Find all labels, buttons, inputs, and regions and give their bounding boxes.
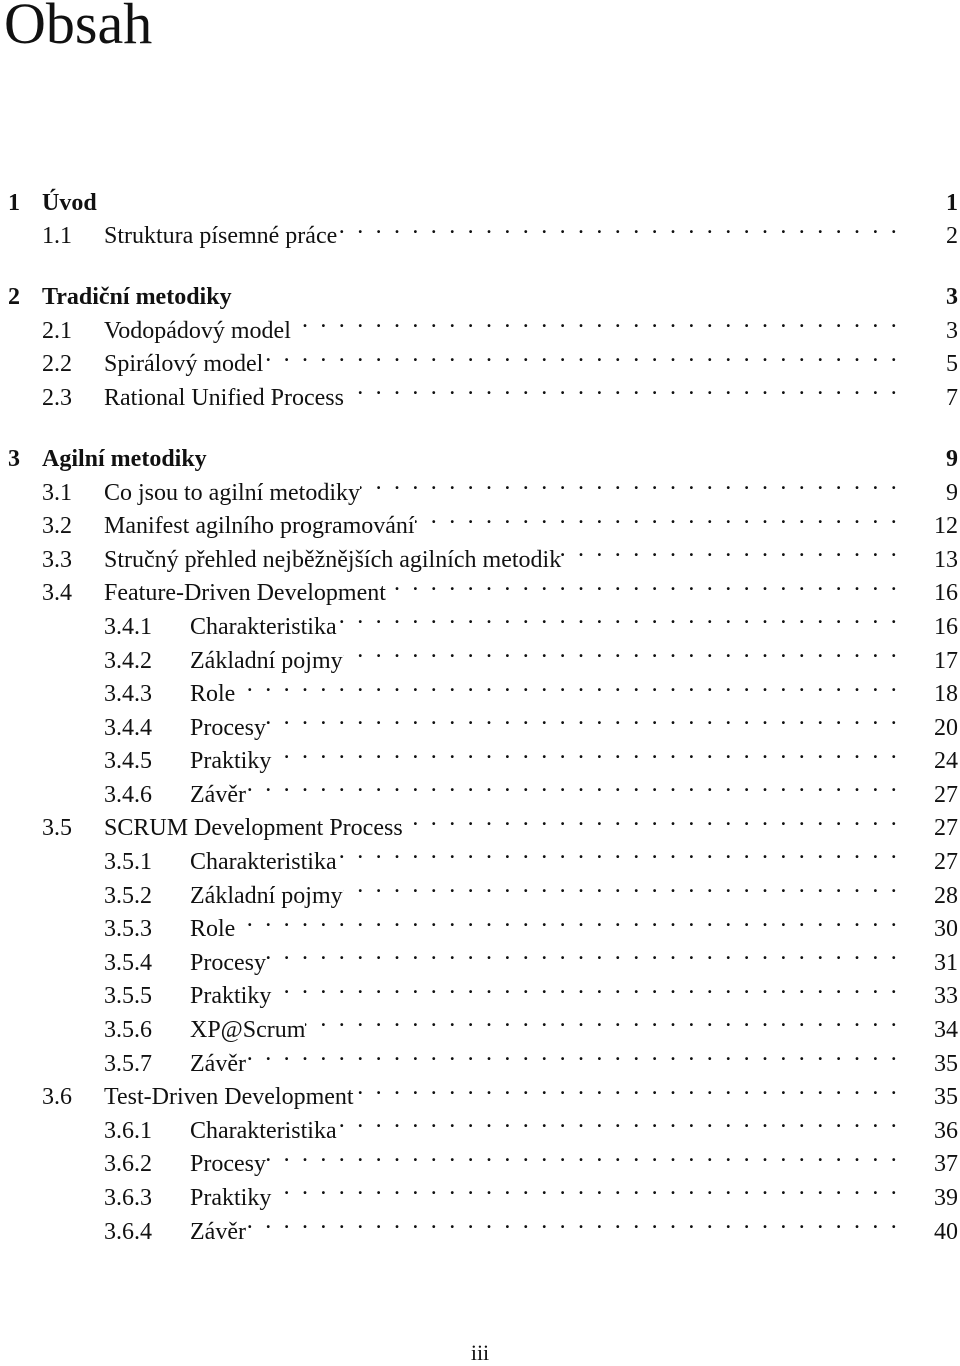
entry-page: 39 — [934, 1185, 958, 1211]
entry-page: 7 — [946, 384, 958, 411]
dot-leader — [344, 371, 900, 405]
entry-number: 3.4.5 — [104, 748, 152, 775]
dot-leader — [354, 1071, 900, 1105]
entry-title: Praktiky — [190, 748, 272, 775]
entry-page: 34 — [934, 1017, 958, 1044]
dot-leader — [266, 1138, 900, 1172]
entry-number: 3.4.6 — [104, 781, 152, 808]
entry-page: 28 — [934, 882, 958, 909]
dot-leader — [386, 567, 900, 601]
entry-page: 35 — [934, 1050, 958, 1077]
entry-title: Základní pojmy — [190, 647, 343, 674]
entry-title: Test-Driven Development — [104, 1084, 354, 1111]
entry-title: Procesy — [190, 714, 266, 741]
entry-number: 3.6.1 — [104, 1117, 152, 1144]
dot-leader — [271, 1171, 900, 1205]
entry-page: 16 — [934, 613, 958, 640]
entry-page: 1 — [946, 189, 958, 216]
dot-leader — [207, 432, 900, 466]
dot-leader — [305, 1003, 900, 1037]
entry-title: Manifest agilního programování — [104, 513, 415, 540]
dot-leader — [246, 1205, 900, 1239]
entry-page: 35 — [934, 1084, 958, 1111]
entry-number: 3.5.2 — [104, 882, 152, 909]
dot-leader — [337, 210, 900, 244]
entry-page: 40 — [934, 1218, 958, 1245]
toc-entry-chapter[interactable] — [0, 432, 960, 472]
entry-title: SCRUM Development Process — [104, 815, 403, 842]
dot-leader — [263, 338, 900, 372]
entry-title: Spirálový model — [104, 351, 264, 378]
entry-title: XP@Scrum — [190, 1017, 306, 1044]
entry-number: 2.3 — [42, 384, 72, 411]
dot-leader — [246, 768, 900, 802]
entry-page: 17 — [934, 647, 958, 674]
entry-number: 3.2 — [42, 513, 72, 540]
entry-page: 27 — [934, 815, 958, 842]
entry-title: Role — [190, 681, 236, 708]
dot-leader — [246, 1037, 900, 1071]
entry-number: 3.4.2 — [104, 647, 152, 674]
entry-number: 2.2 — [42, 351, 72, 378]
entry-number: 3.4.4 — [104, 714, 152, 741]
dot-leader — [235, 903, 900, 937]
entry-title: Praktiky — [190, 983, 272, 1010]
dot-leader — [271, 970, 900, 1004]
entry-title: Závěr — [190, 1050, 246, 1077]
dot-leader — [561, 533, 900, 567]
entry-number: 3.5.3 — [104, 916, 152, 943]
entry-page: 18 — [934, 681, 958, 708]
entry-number: 3.5.7 — [104, 1050, 152, 1077]
entry-number: 3.1 — [42, 479, 72, 506]
entry-page: 37 — [934, 1151, 958, 1178]
entry-title: Struktura písemné práce — [104, 223, 338, 250]
entry-page: 13 — [934, 546, 958, 573]
entry-title: Procesy — [190, 949, 266, 976]
entry-page: 31 — [934, 949, 958, 976]
dot-leader — [97, 176, 900, 210]
toc-entry-chapter[interactable] — [0, 176, 960, 216]
entry-number: 3.5.4 — [104, 949, 152, 976]
entry-title: Závěr — [190, 1218, 246, 1245]
entry-page: 24 — [934, 748, 958, 775]
entry-number: 1.1 — [42, 223, 72, 250]
entry-page: 12 — [934, 513, 958, 540]
dot-leader — [337, 600, 900, 634]
entry-page: 5 — [946, 351, 958, 378]
entry-number: 3.6.4 — [104, 1218, 152, 1245]
table-of-contents — [0, 176, 960, 1245]
dot-leader — [343, 634, 900, 668]
entry-title: Rational Unified Process — [104, 384, 344, 411]
entry-number: 3.4 — [42, 580, 72, 607]
entry-number: 3.4.1 — [104, 613, 152, 640]
dot-leader — [403, 802, 900, 836]
dot-leader — [337, 835, 900, 869]
entry-page: 3 — [946, 317, 958, 344]
entry-number: 1 — [8, 189, 20, 216]
dot-leader — [235, 668, 900, 702]
dot-leader — [232, 271, 900, 305]
dot-leader — [360, 466, 900, 500]
entry-title: Základní pojmy — [190, 882, 343, 909]
entry-number: 3.6.3 — [104, 1185, 152, 1211]
entry-page: 30 — [934, 916, 958, 943]
dot-leader — [337, 1104, 900, 1138]
dot-leader — [266, 936, 900, 970]
entry-number: 3.5.1 — [104, 849, 152, 876]
entry-page: 2 — [946, 223, 958, 250]
entry-title: Charakteristika — [190, 849, 337, 876]
entry-number: 3.4.3 — [104, 681, 152, 708]
entry-title: Co jsou to agilní metodiky — [104, 479, 360, 506]
dot-leader — [271, 735, 900, 769]
dot-leader — [343, 869, 900, 903]
entry-page: 36 — [934, 1117, 958, 1144]
entry-title: Praktiky — [190, 1185, 272, 1211]
entry-number: 2 — [8, 284, 20, 311]
entry-number: 3.3 — [42, 546, 72, 573]
entry-title: Role — [190, 916, 236, 943]
toc-entry-chapter[interactable] — [0, 271, 960, 311]
entry-title: Závěr — [190, 781, 246, 808]
entry-number: 3.5.5 — [104, 983, 152, 1010]
dot-leader — [415, 500, 900, 534]
entry-title: Úvod — [42, 189, 97, 216]
entry-number: 3.6.2 — [104, 1151, 152, 1178]
entry-title: Tradiční metodiky — [42, 284, 232, 311]
dot-leader — [291, 304, 900, 338]
entry-page: 33 — [934, 983, 958, 1010]
entry-title: Procesy — [190, 1151, 266, 1178]
entry-page: 27 — [934, 781, 958, 808]
entry-page: 9 — [946, 479, 958, 506]
toc-entry-section[interactable] — [0, 210, 960, 250]
entry-title: Stručný přehled nejběžnějších agilních metodik — [104, 546, 562, 573]
entry-number: 2.1 — [42, 317, 72, 344]
entry-title: Vodopádový model — [104, 317, 291, 344]
entry-number: 3.5 — [42, 815, 72, 842]
entry-title: Agilní metodiky — [42, 445, 207, 472]
entry-page: 9 — [946, 445, 958, 472]
entry-number: 3.6 — [42, 1084, 72, 1111]
entry-page: 16 — [934, 580, 958, 607]
entry-page: 3 — [946, 284, 958, 311]
entry-number: 3.5.6 — [104, 1017, 152, 1044]
entry-title: Feature-Driven Development — [104, 580, 386, 607]
entry-title: Charakteristika — [190, 613, 337, 640]
entry-title: Charakteristika — [190, 1117, 337, 1144]
entry-number: 3 — [8, 445, 20, 472]
entry-page: 20 — [934, 714, 958, 741]
dot-leader — [266, 701, 900, 735]
entry-page: 27 — [934, 849, 958, 876]
page-title: Obsah — [4, 0, 153, 56]
page-number: iii — [470, 1340, 490, 1365]
